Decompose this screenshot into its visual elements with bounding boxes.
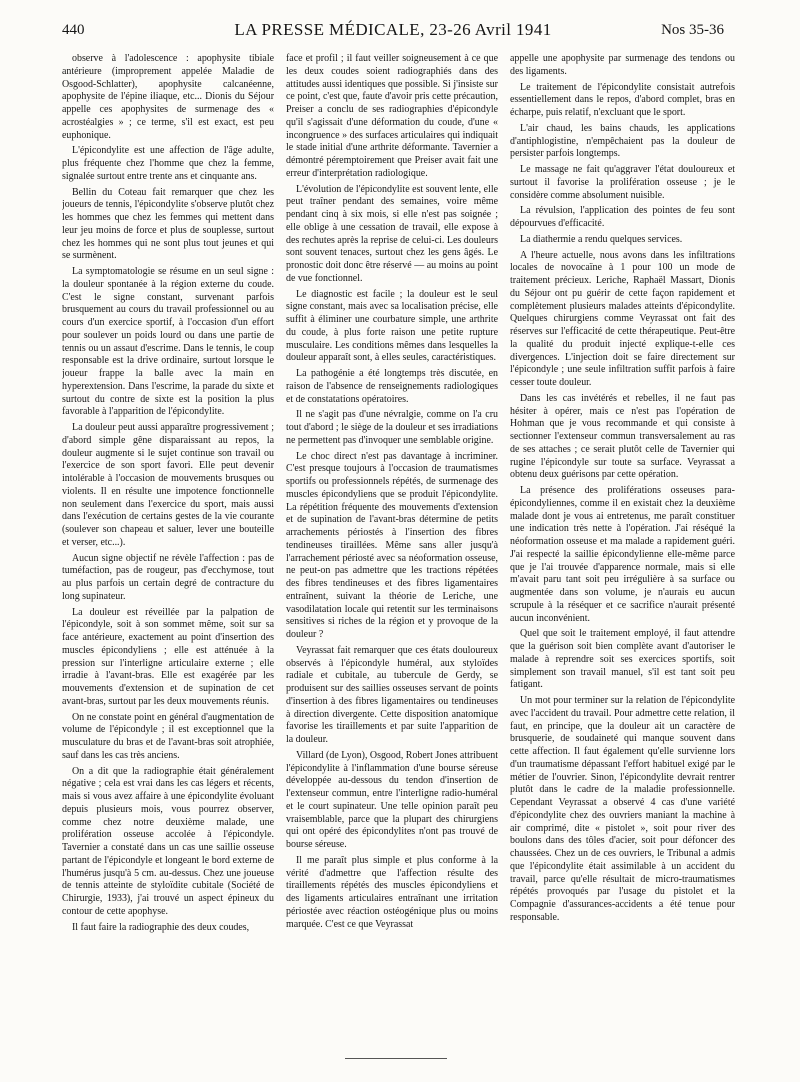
paragraph: On ne constate point en général d'augmentation de volume de l'épicondyle ; il est exceptionnel que la musculature du bras et de l'avant-bras soit atrophiée, sauf dans les cas très anciens.	[62, 711, 274, 761]
paragraph: Il me paraît plus simple et plus conforme à la vérité d'admettre que l'affection résulte des tiraillements répétés des muscles épicondyliens et des ligaments articulaires entraînant une irritation périostée avec réaction ostéogénique plus ou moins marquée. C'est ce que Veyrassat	[286, 854, 498, 930]
paragraph: L'épicondylite est une affection de l'âge adulte, plus fréquente chez l'homme que chez la femme, signalée surtout entre trente ans et cinquante ans.	[62, 145, 274, 182]
paragraph: Aucun signe objectif ne révèle l'affection : pas de tuméfaction, pas de rougeur, pas d'ecchymose, tout au plus parfois un certain degré de contracture du long supinateur.	[62, 552, 274, 602]
paragraph: Un mot pour terminer sur la relation de l'épicondylite avec l'accident du travail. Pour admettre cette relation, il faut, en principe, que la douleur ait un caractère de brusquerie, de soudaineté qui manque souvent dans cette affection. Il faut également qu'elle survienne lors d'un traumatisme dépassant l'effort habituel exigé par le métier de l'ouvrier. Sinon, l'épicondylite devrait rentrer plutôt dans le cadre de la maladie professionnelle. Cependant Veyrassat a observé 4 cas d'une variété d'épicondylite chez des ouvriers maniant la machine à air comprimé, dite « pistolet », soit pour river des boulons dans des tôles d'acier, soit pour défoncer des chaussées. Chez un de ces ouvriers, le Tribunal a admis que l'épicondylite était assimilable à un accident du travail, parce qu'elle résultait de micro-traumatismes répétés provoqués par l'usage du pistolet et la Compagnie d'assurances-accidents a été tenue pour responsable.	[510, 695, 735, 923]
journal-title: LA PRESSE MÉDICALE, 23-26 Avril 1941	[234, 20, 552, 39]
paragraph: Le choc direct n'est pas davantage à incriminer. C'est presque toujours à l'occasion de traumatismes sportifs ou professionnels répétés, de surmenage des muscles épicondyliens que se produit l'épicondylite. La répétition fréquente des mouvements d'extension et de supination de l'avant-bras détermine de petits arrachements périostés à l'insertion des fibres tendineuses tiraillées. Même sans aller jusqu'à l'arrachement périosté avec sa néoformation osseuse, ne peut-on pas admettre que les tractions répétées des fibres tendineuses et des fibres ligamentaires entraînent, suivant la théorie de Leriche, une vasodilatation locale qui retentit sur les terminaisons sensitives si riches de la région et y provoque de la douleur ?	[286, 450, 498, 640]
paragraph: observe à l'adolescence : apophysite tibiale antérieure (improprement appelée Maladie de Osgood-Schlatter), apophysite calcanéenne, apophysite de l'épine iliaque, etc... Dionis du Séjour appelle ces apophysites de surmenage des « acrostéalgies » ; ce terme, s'il est exact, est peu euphonique.	[62, 53, 274, 141]
paragraph: La symptomatologie se résume en un seul signe : la douleur spontanée à la région externe du coude. C'est le signe constant, survenant parfois brusquement au cours du travail professionnel ou au cours d'un exercice sportif, à l'occasion d'un effort pour soulever un poids lourd ou dans une partie de tennis ou un assaut d'escrime. Dans le tennis, le coup responsable est la drive ordinaire, surtout lorsque le joueur frappe la balle avec la main en hyperextension. Dans l'escrime, la parade du sixte et surtout du contre de sixte est la position la plus favorable à l'apparition de l'épicondylite.	[62, 266, 274, 418]
column-3	[510, 53, 735, 1043]
page-header	[62, 20, 724, 44]
paragraph: On a dit que la radiographie était généralement négative ; cela est vrai dans les cas légers et récents, mais si vous avez affaire à une épicondylite évoluant depuis plusieurs mois, vous pourrez observer, comme chez notre deuxième malade, une prolifération osseuse accolée à l'épicondyle. Tavernier a constaté dans un cas une saillie osseuse partant de l'épicondyle et longeant le bord externe de l'humérus jusqu'à 5 cm. au-dessus. Chez une joueuse de tennis atteinte de styloïdite cubitale (Société de Chirurgie, 1933), j'ai trouvé un aspect épineux du contour de cette apophyse.	[62, 765, 274, 917]
paragraph: Villard (de Lyon), Osgood, Robert Jones attribuent l'épicondylite à l'inflammation d'une bourse séreuse développée au-dessous du tendon d'insertion de l'extenseur commun, entre l'interligne radio-huméral et le court supinateur. Une telle opinion paraît peu vraisemblable, parce que la plupart des chirurgiens qui ont opéré des épicondylites n'ont pas trouvé de bourse séreuse.	[286, 749, 498, 850]
end-rule	[345, 1058, 447, 1059]
issue-number: Nos 35-36	[661, 22, 724, 38]
paragraph: La révulsion, l'application des pointes de feu sont dépourvues d'efficacité.	[510, 205, 735, 229]
paragraph: Le diagnostic est facile ; la douleur est le seul signe constant, mais avec sa localisation précise, elle suffit à éliminer une courbature simple, une arthrite du coude, à plus forte raison une petite rupture musculaire. Les conditions mêmes dans lesquelles la douleur apparaît sont, à elles seules, caractéristiques.	[286, 288, 498, 364]
paragraph: face et profil ; il faut veiller soigneusement à ce que les deux coudes soient radiographiés dans des attitudes aussi identiques que possible. Si j'insiste sur ce point, c'est que, faute d'avoir pris cette précaution, Preiser a conclu de ses radiographies d'épicondyle qu'il s'agissait d'une déformation du coude, d'une « incongruence » des surfaces articulaires qui indiquait le stade initial d'une arthrite déformante. Tavernier a démontré péremptoirement que Preiser avait fait une erreur d'interprétation radiologique.	[286, 53, 498, 179]
paragraph: L'air chaud, les bains chauds, les applications d'antiphlogistine, n'empêchaient pas la douleur de persister parfois longtemps.	[510, 122, 735, 160]
column-2	[286, 53, 498, 1043]
paragraph: La pathogénie a été longtemps très discutée, en raison de l'absence de renseignements radiologiques et de constatations opératoires.	[286, 368, 498, 405]
paragraph: Veyrassat fait remarquer que ces états douloureux observés à l'épicondyle huméral, aux styloïdes radiale et cubitale, au tubercule de Gerdy, se produisent sur des saillies osseuses servant de points d'insertion à des fibres ligamentaires ou tendineuses à direction divergente. Cette disposition anatomique favorise les tiraillements et par suite l'apparition de la douleur.	[286, 644, 498, 745]
paragraph: Dans les cas invétérés et rebelles, il ne faut pas hésiter à opérer, mais ce n'est pas l'opération de Hohman que je vous recommande et qui consiste à sectionner l'extenseur commun transversalement au ras de ses attaches ; ce serait plutôt celle de Tavernier qui rugine l'épicondyle sur toute sa surface. Veyrassat a obtenu deux guérisons par cette opération.	[510, 392, 735, 481]
paragraph: L'évolution de l'épicondylite est souvent lente, elle peut traîner pendant des semaines, voire même pendant cinq à six mois, si elle n'est pas soignée ; elle oblige à une cessation de travail, elle expose à des rechutes après la reprise de celui-ci. Les douleurs sont souvent tenaces, surtout chez les gens âgés. Le pronostic doit donc être réservé — au moins au point de vue fonctionnel.	[286, 183, 498, 284]
paragraph: Le massage ne fait qu'aggraver l'état douloureux et surtout il favorise la prolifération osseuse ; je le considère comme absolument nuisible.	[510, 164, 735, 201]
paragraph: La présence des proliférations osseuses para-épicondyliennes, comme il en existait chez la deuxième malade dont je vous ai entretenus, me paraît constituer une indication très nette à l'opération. J'ai réséqué la néoformation osseuse et ma malade a rapidement guéri. J'ai respecté la saillie épicondylienne elle-même parce que je l'ai trouvée d'apparence normale, mais si elle m'avait paru tant soit peu irrégulière à sa surface ou augmentée dans son volume, je n'aurais eu aucun scrupule à la réséquer et ce sacrifice n'aurait présenté aucun inconvénient.	[510, 485, 735, 624]
paragraph: A l'heure actuelle, nous avons dans les infiltrations locales de novocaïne à 1 pour 100 un mode de traitement précieux. Leriche, Raphaël Massart, Dionis du Séjour ont pu guérir de cette façon rapidement et complètement plusieurs malades atteints d'épicondylite. Quelques chirurgiens comme Veyrassat ont fait des réserves sur l'efficacité de cette thérapeutique. Peut-être la qualité du produit injecté explique-t-elle ces divergences. L'injection doit se faire directement sur l'épicondyle ; une seule infiltration suffit parfois à faire cesser toute douleur.	[510, 249, 735, 388]
paragraph: La diathermie a rendu quelques services.	[520, 233, 683, 245]
paragraph: Quel que soit le traitement employé, il faut attendre que la guérison soit bien complète avant d'autoriser le malade à reprendre soit ses exercices sportifs, soit simplement son travail manuel, s'il est tant soit peu fatigant.	[510, 628, 735, 691]
paragraph: Le traitement de l'épicondylite consistait autrefois essentiellement dans le repos, d'abord complet, bras en écharpe, puis relatif, n'excluant que le sport.	[510, 81, 735, 118]
paragraph: Il ne s'agit pas d'une névralgie, comme on l'a cru tout d'abord ; le siège de la douleur et ses irradiations ne permettent pas d'invoquer une semblable origine.	[286, 409, 498, 446]
paragraph: La douleur peut aussi apparaître progressivement ; d'abord simple gêne disparaissant au repos, la douleur augmente si le sujet continue son travail ou l'exercice de son sport favori. Elle peut devenir intolérable à l'occasion de mouvements brusques ou violents. Il en résulte une impotence fonctionnelle non seulement dans l'exercice du sport, mais aussi dans l'exécution de certains gestes de la vie courante (soulever son chapeau et saluer, lever une bouteille et verser, etc...).	[62, 422, 274, 548]
paragraph: Il faut faire la radiographie des deux coudes,	[72, 921, 250, 933]
page-number: 440	[62, 22, 85, 38]
column-1	[62, 53, 274, 1043]
paragraph: La douleur est réveillée par la palpation de l'épicondyle, soit à son sommet même, soit sur sa face antérieure, exactement au point d'insertion des muscles épicondyliens ; elle est atténuée à la pression sur l'interligne articulaire externe ; elle irradie à l'avant-bras. Elle est exagérée par les mouvements d'extension et de supination de cet avant-bras, surtout par les deux mouvements réunis.	[62, 606, 274, 707]
paragraph: Bellin du Coteau fait remarquer que chez les joueurs de tennis, l'épicondylite s'observe plutôt chez les hommes que chez les femmes qui mettent dans leur jeu moins de force et plus de souplesse, surtout chez les hommes qui ne sont plus tout jeunes et qui se surmènent.	[62, 186, 274, 262]
paragraph: appelle une apophysite par surmenage des tendons ou des ligaments.	[510, 53, 735, 77]
